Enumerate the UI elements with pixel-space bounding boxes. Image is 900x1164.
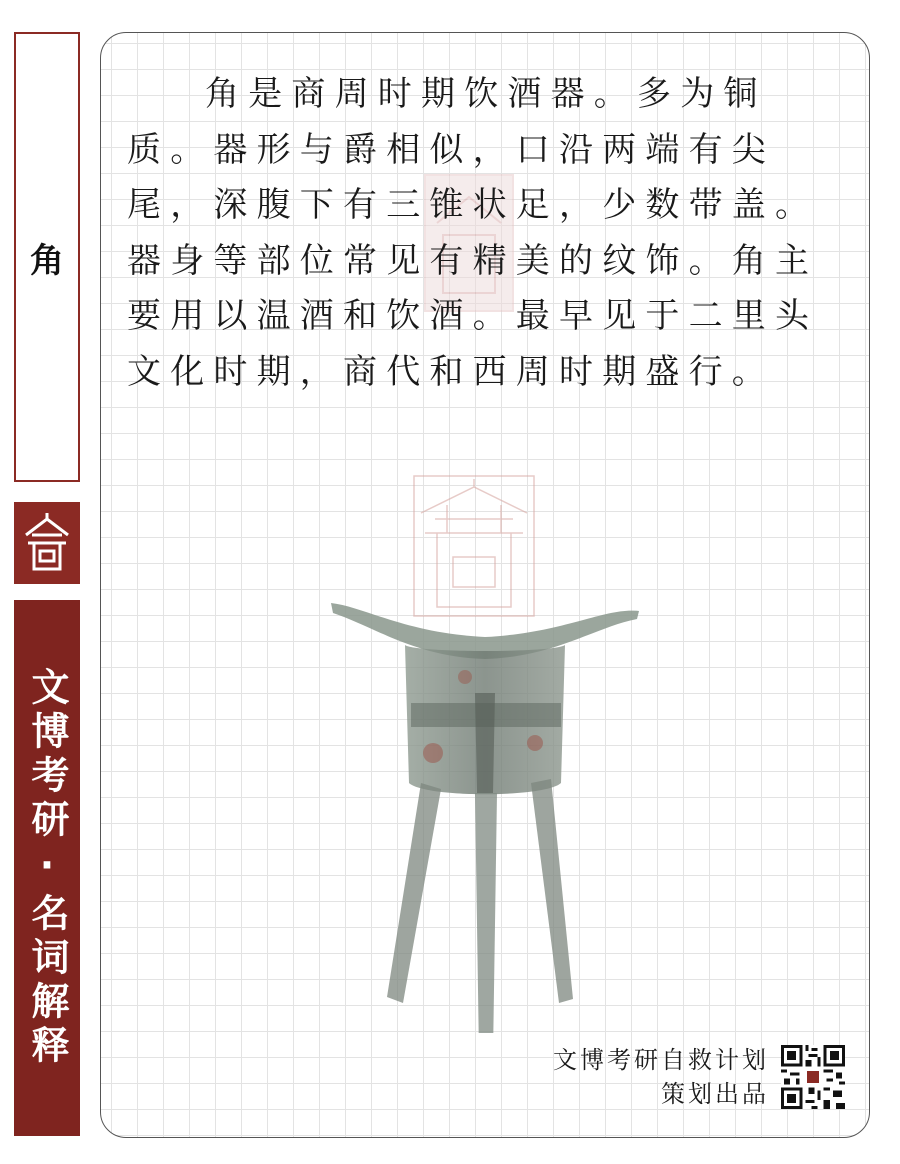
footer-credit [553,1043,769,1111]
series-banner [14,600,80,1136]
qr-code-icon[interactable] [781,1045,845,1109]
series-banner-text: 文博考研·名词解释 [25,667,69,1069]
footer-line-2: 策划出品 [661,1080,769,1108]
footer-line-1: 文博考研自救计划 [553,1046,769,1074]
entry-card [100,32,870,1138]
bronze-jue-vessel-image [325,593,645,1033]
term-description: 角是商周时期饮酒器。多为铜质。器形与爵相似，口沿两端有尖尾，深腹下有三锥状足，少数带盖。器身等部位常见有精美的纹饰。角主要用以温酒和饮酒。最早见于二里头文化时期，商代和西周时期盛行。 [127,74,819,392]
museum-seal-icon [14,502,80,584]
term-title-box [14,32,80,482]
term-title: 角 [30,240,64,281]
